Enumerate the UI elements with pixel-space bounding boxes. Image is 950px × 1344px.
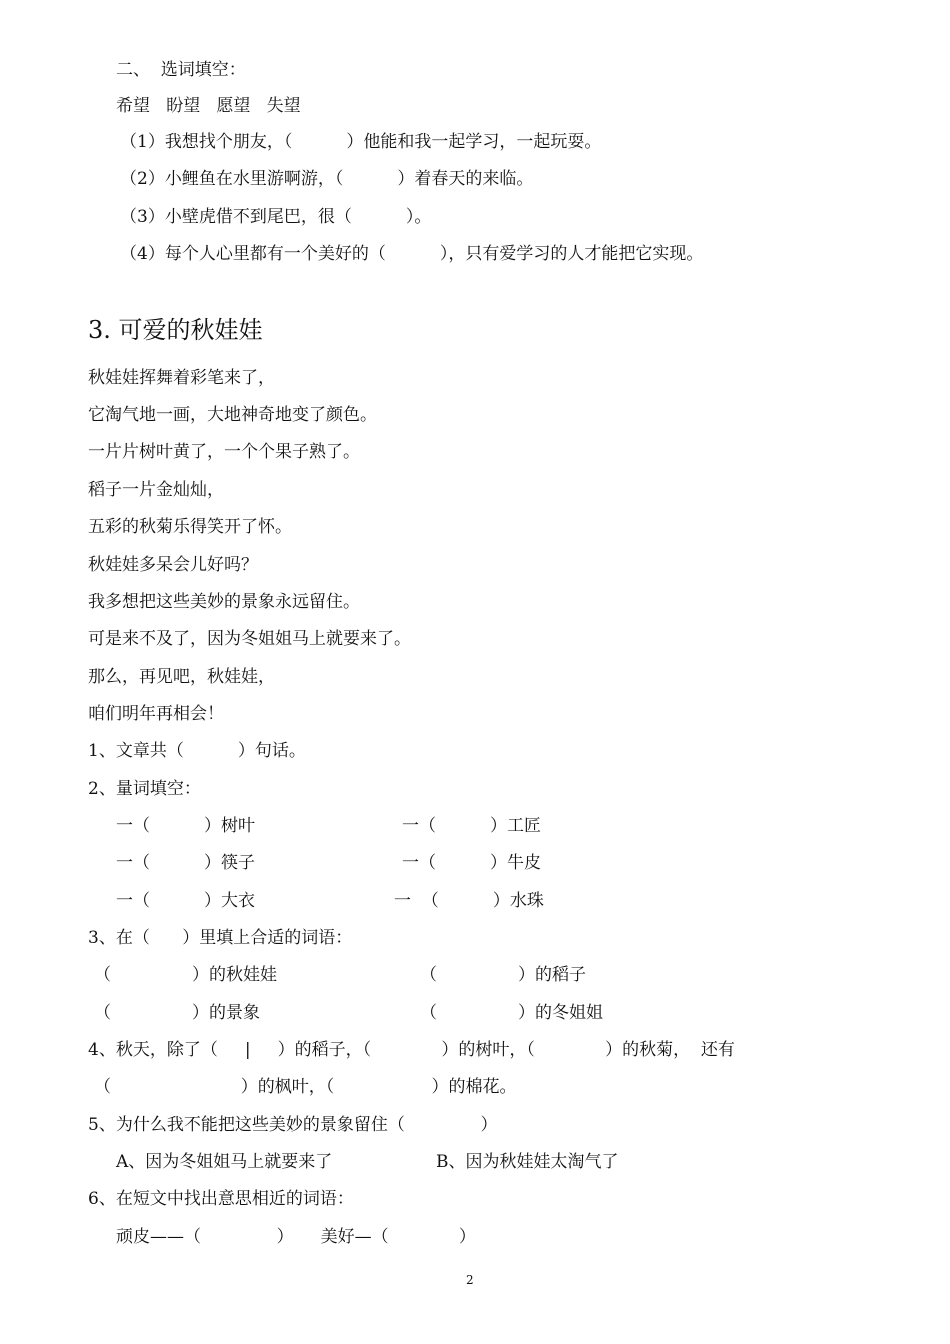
fill-item: （3）小壁虎借不到尾巴，很（ ）。: [120, 207, 432, 227]
question-4-line: （ ）的枫叶，（ ）的棉花。: [94, 1077, 517, 1097]
measure-word-item: 一（ ）工匠: [402, 816, 542, 836]
measure-word-item: 一 （ ）水珠: [394, 891, 544, 911]
adjective-item: （ ）的稻子: [420, 965, 587, 985]
fill-item: （2）小鲤鱼在水里游啊游，（ ）着春天的来临。: [120, 169, 534, 189]
poem-line: 五彩的秋菊乐得笑开了怀。: [88, 517, 292, 537]
measure-word-item: 一（ ）大衣: [116, 891, 256, 911]
synonym-line: 顽皮——（ ） 美好—（ ）: [116, 1227, 476, 1247]
section-heading: 二、 选词填空：: [116, 60, 246, 80]
poem-line: 那么，再见吧，秋娃娃，: [88, 667, 275, 687]
question-6-label: 6、在短文中找出意思相近的词语：: [88, 1189, 354, 1209]
poem-line: 秋娃娃挥舞着彩笔来了，: [88, 368, 275, 388]
question-4-line: 4、秋天，除了（ | ）的稻子，（ ）的树叶，（ ）的秋菊， 还有: [88, 1040, 735, 1060]
poem-line: 一片片树叶黄了，一个个果子熟了。: [88, 442, 360, 462]
fill-item: （1）我想找个朋友，（ ）他能和我一起学习，一起玩耍。: [120, 132, 602, 152]
poem-line: 咱们明年再相会！: [88, 704, 224, 724]
page-number: 2: [466, 1273, 474, 1287]
question-1: 1、文章共（ ）句话。: [88, 741, 306, 761]
fill-item: （4）每个人心里都有一个美好的（ ），只有爱学习的人才能把它实现。: [120, 244, 704, 264]
question-2-label: 2、量词填空：: [88, 779, 201, 799]
adjective-item: （ ）的冬姐姐: [420, 1003, 604, 1023]
poem-line: 它淘气地一画，大地神奇地变了颜色。: [88, 405, 377, 425]
word-bank: 希望 盼望 愿望 失望: [116, 96, 301, 116]
poem-line: 我多想把这些美妙的景象永远留住。: [88, 592, 360, 612]
measure-word-item: 一（ ）牛皮: [402, 853, 542, 873]
option-a: A、因为冬姐姐马上就要来了: [116, 1152, 333, 1172]
poem-line: 稻子一片金灿灿，: [88, 480, 224, 500]
adjective-item: （ ）的景象: [94, 1003, 261, 1023]
poem-line: 秋娃娃多呆会儿好吗？: [88, 555, 258, 575]
question-5: 5、为什么我不能把这些美妙的景象留住（ ）: [88, 1115, 498, 1135]
question-3-label: 3、在（ ）里填上合适的词语：: [88, 928, 353, 948]
measure-word-item: 一（ ）筷子: [116, 853, 256, 873]
lesson-title: 3. 可爱的秋娃娃: [88, 316, 263, 344]
measure-word-item: 一（ ）树叶: [116, 816, 256, 836]
adjective-item: （ ）的秋娃娃: [94, 965, 278, 985]
poem-line: 可是来不及了，因为冬姐姐马上就要来了。: [88, 629, 411, 649]
option-b: B、因为秋娃娃太淘气了: [436, 1152, 619, 1172]
